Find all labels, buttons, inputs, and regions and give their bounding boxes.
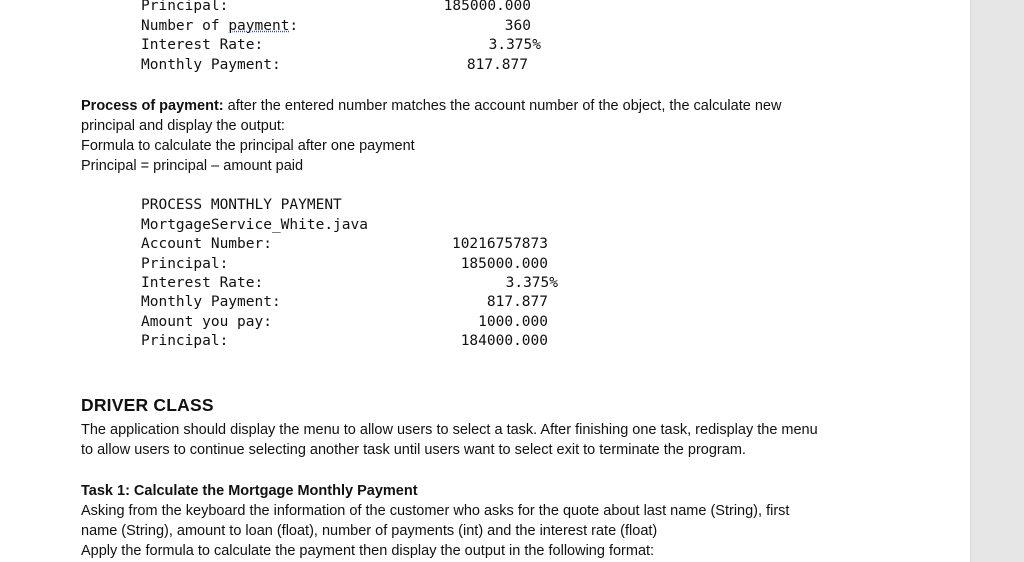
task1-line1: Asking from the keyboard the information of the customer who asks for the quote about last name (String), first: [81, 503, 790, 519]
process-value-interest-rate: 3.375%: [505, 275, 558, 291]
process-label-interest-rate: Interest Rate:: [141, 275, 264, 291]
top-label-principal: Principal:: [141, 0, 229, 14]
driver-paragraph: [81, 420, 818, 460]
top-value-interest-rate: 3.375%: [488, 37, 541, 53]
process-label-new-principal: Principal:: [141, 333, 229, 349]
top-value-principal: 185000.000: [443, 0, 531, 14]
driver-line1: The application should display the menu to allow users to select a task. After finishing one task, redisplay the menu: [81, 422, 818, 438]
payment-word: payment: [228, 18, 290, 34]
top-label-monthly-payment: Monthly Payment:: [141, 57, 281, 73]
task1-line2: name (String), amount to loan (float), number of payments (int) and the interest rate (float): [81, 523, 658, 539]
label-number-of: Number of: [141, 18, 229, 34]
process-value-principal: 185000.000: [460, 256, 548, 272]
process-paragraph: [81, 96, 781, 176]
top-label-interest-rate: Interest Rate:: [141, 37, 264, 53]
driver-class-heading: DRIVER CLASS: [81, 395, 214, 415]
top-value-number-of-payment: 360: [504, 18, 531, 34]
process-value-new-principal: 184000.000: [460, 333, 548, 349]
process-label-amount-you-pay: Amount you pay:: [141, 314, 272, 330]
process-value-amount-you-pay: 1000.000: [478, 314, 548, 330]
process-output-title: PROCESS MONTHLY PAYMENT: [141, 197, 342, 213]
driver-line2: to allow users to continue selecting another task until users want to select exit to terminate the program.: [81, 442, 746, 458]
process-label-monthly-payment: Monthly Payment:: [141, 294, 281, 310]
process-value-account-number: 10216757873: [451, 236, 548, 252]
task1-title: Task 1: Calculate the Mortgage Monthly Payment: [81, 483, 418, 499]
top-label-number-of-payment: Number of payment:: [141, 18, 299, 34]
process-line2: principal and display the output:: [81, 118, 285, 134]
process-output-filename: MortgageService_White.java: [141, 217, 368, 233]
process-heading: Process of payment:: [81, 98, 224, 114]
process-line3: Formula to calculate the principal after one payment: [81, 138, 415, 154]
process-line1: after the entered number matches the account number of the object, the calculate new: [223, 98, 782, 114]
document-margin-panel: [970, 0, 1024, 562]
task1-line3: Apply the formula to calculate the payment then display the output in the following format:: [81, 543, 655, 559]
top-value-monthly-payment: 817.877: [466, 57, 528, 73]
process-line4: Principal = principal – amount paid: [81, 158, 304, 174]
process-label-account-number: Account Number:: [141, 236, 272, 252]
process-label-principal: Principal:: [141, 256, 229, 272]
process-value-monthly-payment: 817.877: [486, 294, 548, 310]
task1-paragraph: [81, 481, 789, 561]
